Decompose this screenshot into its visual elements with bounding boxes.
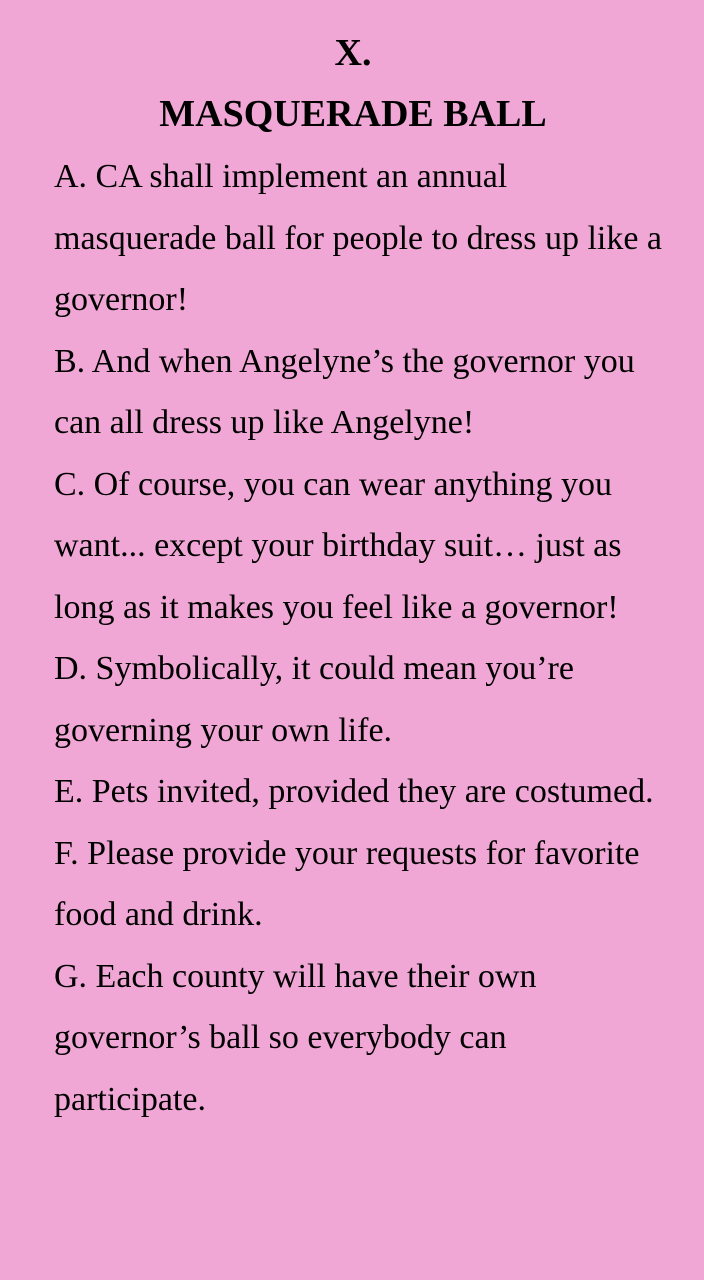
rule-item-f: F. Please provide your requests for favorite food and drink.	[54, 834, 640, 933]
section-title: MASQUERADE BALL	[159, 93, 547, 135]
section-number: X.	[334, 32, 372, 74]
rule-item-d: D. Symbolically, it could mean you’re governing your own life.	[54, 650, 574, 749]
rule-item-b: B. And when Angelyne’s the governor you can all dress up like Angelyne!	[54, 342, 635, 441]
rule-item-g: G. Each county will have their own governor’s ball so everybody can participate.	[54, 957, 537, 1118]
rule-item-c: C. Of course, you can wear anything you want... except your birthday suit… just as long as it makes you feel like a governor!	[54, 465, 622, 626]
rule-item-e: E. Pets invited, provided they are costumed.	[54, 773, 654, 810]
rule-item-a: A. CA shall implement an annual masquerade ball for people to dress up like a governor!	[54, 158, 663, 318]
rule-list	[54, 146, 666, 1130]
